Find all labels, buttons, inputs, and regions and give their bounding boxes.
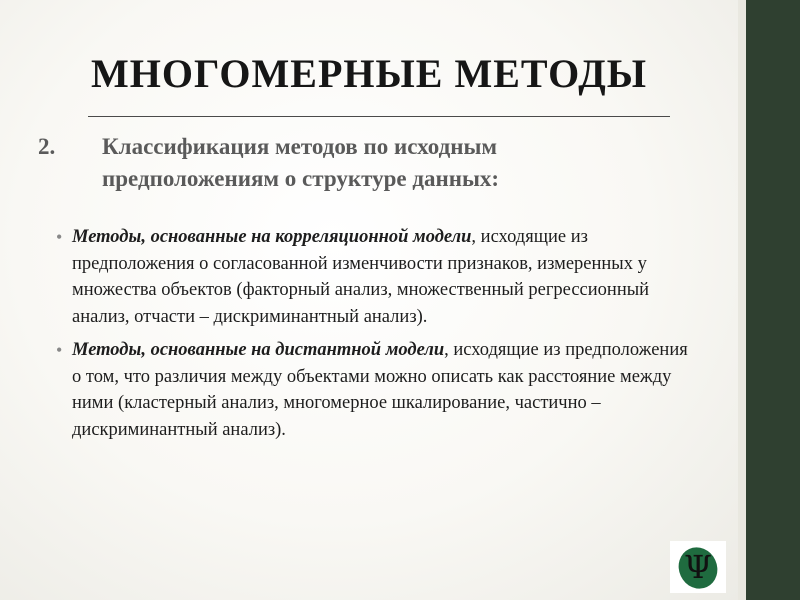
bullet-emphasis: Методы, основанные на корреляционной модели (72, 227, 472, 247)
bullet-icon: • (56, 340, 63, 360)
bullet-item-correlation-model (54, 224, 694, 330)
side-stripe-dark (746, 0, 800, 600)
bullet-icon: • (56, 227, 63, 247)
bullet-item-distance-model (54, 337, 694, 443)
psi-icon (670, 541, 726, 593)
psi-glyph: Ψ (683, 548, 713, 586)
psi-logo (670, 541, 726, 593)
subtitle-number: 2. (38, 134, 56, 159)
subtitle-line-2: предположениям о структуре данных: (102, 166, 500, 191)
bullet-text: , исходящие из предположения о том, что различия между объектами можно описать как расстояние между ними (кластерный анализ, многомерное шкалирование, частично – дискриминантный анализ). (72, 340, 688, 440)
bullet-list (54, 224, 694, 450)
side-stripe-light (738, 0, 746, 600)
subtitle-heading (38, 131, 698, 195)
subtitle-line-1: Классификация методов по исходным (102, 134, 498, 159)
bullet-text: , исходящие из предположения о согласованной изменчивости признаков, измеренных у множества объектов (факторный анализ, множественный регрессионный анализ, отчасти – дискриминантный анализ). (72, 227, 650, 327)
slide-title: МНОГОМЕРНЫЕ МЕТОДЫ (91, 51, 647, 96)
title-divider (88, 116, 670, 117)
bullet-emphasis: Методы, основанные на дистантной модели (72, 340, 445, 360)
